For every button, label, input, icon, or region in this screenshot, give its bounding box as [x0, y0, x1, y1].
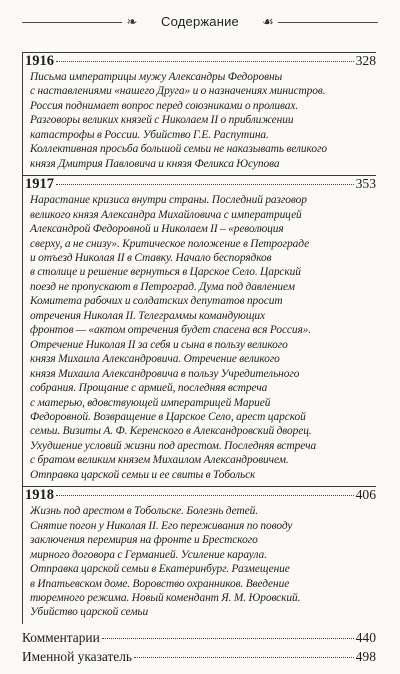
description-line: князя Михаила Александровича в пользу Учредительного	[30, 367, 300, 380]
description-line: князя Дмитрия Павловича и князя Феликса Юсупова	[30, 157, 280, 170]
description-line: поезд не пропускают в Петроград. Дума под давлением	[30, 280, 295, 293]
page-number: 328	[355, 53, 376, 68]
description-line: заключения перемирия на фронте и Брестского	[30, 534, 258, 547]
page-number: 353	[355, 176, 376, 192]
description-line: Отправка царской семьи в Екатеринбург. Размещение	[30, 563, 290, 576]
running-header	[22, 13, 378, 37]
description-line: Отречение Николая II за себя и сына в пользу великого	[30, 338, 288, 351]
description-line: семьи. Визиты А. Ф. Керенского в Александровский дворец.	[30, 425, 312, 438]
section-description	[23, 193, 376, 486]
toc-section-1918	[22, 487, 376, 624]
description-line: фронтов — «актом отречения будет спасена вся Россия».	[30, 324, 312, 337]
description-line: мирного договора с Германией. Усиление караула.	[30, 548, 267, 561]
toc-entry-1916[interactable]	[23, 53, 376, 69]
toc-plain-entries	[22, 628, 376, 666]
description-line: в Ипатьевском доме. Воровство охранников. Введение	[30, 577, 290, 590]
description-line: Ухудшение условий жизни под арестом. Последняя встреча	[30, 439, 317, 452]
description-line: сверху, а не снизу». Критическое положение в Петрограде	[30, 237, 310, 250]
page-number: 440	[355, 629, 376, 645]
description-line: Александрой Федоровной и Николаем II – «революция	[30, 223, 284, 236]
description-line: Нарастание кризиса внутри страны. Последний разговор	[30, 194, 307, 207]
toc-section-1916	[22, 53, 376, 175]
dot-leader	[56, 61, 354, 62]
page-number: 498	[355, 648, 376, 664]
table-of-contents	[22, 52, 376, 666]
description-line: и отъезд Николая II в Ставку. Начало беспорядков	[30, 251, 272, 264]
dot-leader	[134, 657, 354, 658]
description-line: собрания. Прощание с армией, последняя встреча	[30, 382, 268, 395]
description-line: Россия поднимает вопрос перед союзниками о проливах.	[30, 99, 299, 112]
description-line: князя Михаила Александровича. Отречение великого	[30, 353, 280, 366]
section-year: 1916	[25, 53, 54, 69]
description-line: Жизнь под арестом в Тобольске. Болезнь детей.	[30, 505, 258, 518]
dot-leader	[102, 638, 354, 639]
section-description	[23, 70, 376, 175]
description-line: Федоровной. Возвращение в Царское Село, арест царской	[30, 410, 306, 423]
section-year: 1918	[25, 487, 54, 504]
page-title: Содержание	[161, 14, 239, 29]
toc-entry-name-index[interactable]	[22, 647, 376, 666]
description-line: с братом великим князем Михаилом Александровичем.	[30, 454, 289, 467]
section-year: 1917	[25, 176, 54, 193]
dot-leader	[56, 495, 354, 496]
dot-leader	[56, 184, 354, 185]
description-line: Коллективная просьба большой семьи не наказывать великого	[30, 143, 327, 156]
description-line: катастрофы в России. Убийство Г.Е. Распутина.	[30, 128, 269, 141]
entry-label: Комментарии	[22, 629, 100, 645]
header-rule-right	[278, 22, 378, 23]
section-description	[23, 504, 376, 624]
description-line: Снятие погон у Николая II. Его переживания по поводу	[30, 519, 293, 532]
description-line: Убийство царской семьи	[30, 606, 149, 619]
description-line: отречения Николая II. Телеграммы командующих	[30, 309, 265, 322]
header-ornament-right-icon: ☙	[262, 14, 274, 29]
description-line: великого князя Александра Михайловича с императрицей	[30, 208, 302, 221]
toc-section-1917	[22, 176, 376, 486]
toc-entry-comments[interactable]	[22, 628, 376, 647]
toc-entry-1918[interactable]	[23, 487, 376, 503]
description-line: тюремного режима. Новый комендант Я. М. Юровский.	[30, 591, 301, 604]
description-line: Письма императрицы мужу Александры Федоровны	[30, 71, 283, 83]
description-line: Комитета рабочих и солдатских депутатов просит	[30, 295, 283, 308]
description-line: Отправка царской семьи и ее свиты в Тобольск	[30, 468, 256, 481]
page-number: 406	[355, 487, 376, 503]
toc-entry-1917[interactable]	[23, 176, 376, 192]
entry-label: Именной указатель	[22, 648, 133, 664]
header-ornament-left-icon: ❧	[126, 14, 138, 29]
description-line: в столице и решение вернуться в Царское Село. Царский	[30, 266, 301, 279]
description-line: Разговоры великих князей с Николаем II о приближении	[30, 114, 294, 127]
description-line: с матерью, вдовствующей императрицей Марией	[30, 396, 271, 409]
description-line: с наставлениями «нашего Друга» и о назначениях министров.	[30, 85, 326, 98]
